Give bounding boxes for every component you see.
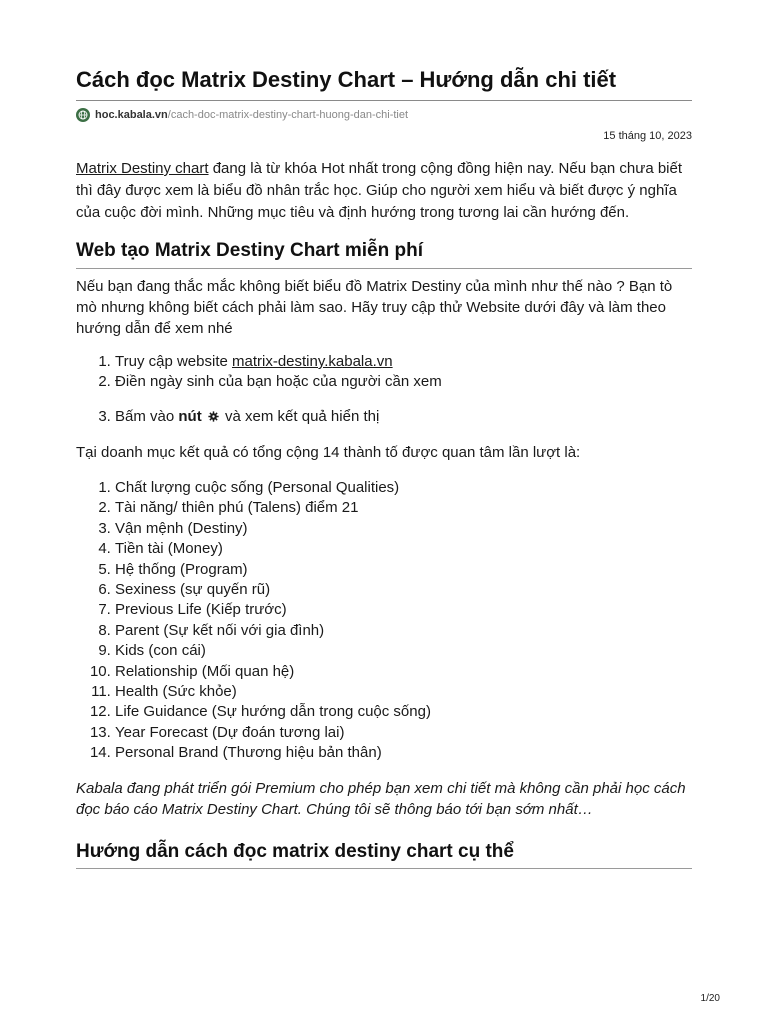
list-item: 14. Personal Brand (Thương hiệu bản thân) — [115, 743, 431, 763]
list-item: 13. Year Forecast (Dự đoán tương lai) — [115, 723, 431, 743]
section-heading-guide: Hướng dẫn cách đọc matrix destiny chart cụ thể — [76, 841, 514, 862]
list-item: 2. Tài năng/ thiên phú (Talens) điểm 21 — [115, 498, 431, 518]
section-divider — [76, 868, 692, 869]
page-title: Cách đọc Matrix Destiny Chart – Hướng dẫn chi tiết — [76, 67, 617, 92]
intro-link[interactable]: Matrix Destiny chart — [76, 160, 209, 177]
results-intro: Tại doanh mục kết quả có tổng cộng 14 thành tố được quan tâm lần lượt là: — [76, 444, 581, 461]
website-link[interactable]: matrix-destiny.kabala.vn — [232, 353, 393, 370]
step-text: và xem kết quả hiển thị — [220, 408, 380, 425]
list-item: 6. Sexiness (sự quyến rũ) — [115, 580, 431, 600]
list-item: 10. Relationship (Mối quan hệ) — [115, 662, 431, 682]
step-text: Bấm vào — [115, 408, 179, 425]
list-item — [115, 352, 442, 372]
publish-date: 15 tháng 10, 2023 — [603, 130, 692, 142]
list-item: 7. Previous Life (Kiếp trước) — [115, 600, 431, 620]
steps-list — [76, 352, 442, 393]
page-indicator: 1/20 — [700, 993, 720, 1004]
title-divider — [76, 100, 692, 101]
list-item: 1. Chất lượng cuộc sống (Personal Qualities) — [115, 478, 431, 498]
list-item: 9. Kids (con cái) — [115, 641, 431, 661]
premium-note: Kabala đang phát triển gói Premium cho phép bạn xem chi tiết mà không cần phải học cách đọc báo cáo Matrix Destiny Chart. Chúng tôi sẽ thông báo tới bạn sớm nhất… — [76, 780, 686, 818]
list-item: 5. Hệ thống (Program) — [115, 560, 431, 580]
list-item: 8. Parent (Sự kết nối với gia đình) — [115, 621, 431, 641]
source-path[interactable]: /cach-doc-matrix-destiny-chart-huong-dan-chi-tiet — [167, 109, 409, 121]
globe-icon — [76, 108, 90, 122]
step-bold-text: nút — [178, 408, 202, 425]
list-item: 3. Vận mệnh (Destiny) — [115, 519, 431, 539]
section-heading-web: Web tạo Matrix Destiny Chart miễn phí — [76, 240, 423, 261]
list-item: 2. Điền ngày sinh của bạn hoặc của người cần xem — [115, 372, 442, 392]
source-domain[interactable]: hoc.kabala.vn — [95, 109, 168, 121]
list-item: 12. Life Guidance (Sự hướng dẫn trong cuộc sống) — [115, 702, 431, 722]
step-text: Truy cập website — [115, 353, 232, 370]
source-url[interactable] — [76, 107, 408, 123]
section-divider — [76, 268, 692, 269]
section-paragraph: Nếu bạn đang thắc mắc không biết biểu đồ Matrix Destiny của mình như thế nào ? Bạn tò mò nhưng không biết cách phải làm sao. Hãy truy cập thử Website dưới đây và làm theo hướng dẫn để xem nhé — [76, 278, 673, 337]
elements-list — [76, 478, 431, 764]
list-item: 11. Health (Sức khỏe) — [115, 682, 431, 702]
gear-icon — [208, 411, 219, 422]
intro-text: đang là từ khóa Hot nhất trong cộng đồng hiện nay. Nếu bạn chưa biết thì đây được xem là biểu đồ nhân trắc học. Giúp cho người xem hiểu và biết được ý nghĩa của cuộc đời mình. Những mục tiêu và định hướng trong tương lai cần hướng đến. — [76, 160, 683, 221]
list-item: 4. Tiền tài (Money) — [115, 539, 431, 559]
steps-list-continued — [76, 407, 379, 427]
list-item — [115, 407, 379, 427]
intro-paragraph — [76, 158, 692, 224]
